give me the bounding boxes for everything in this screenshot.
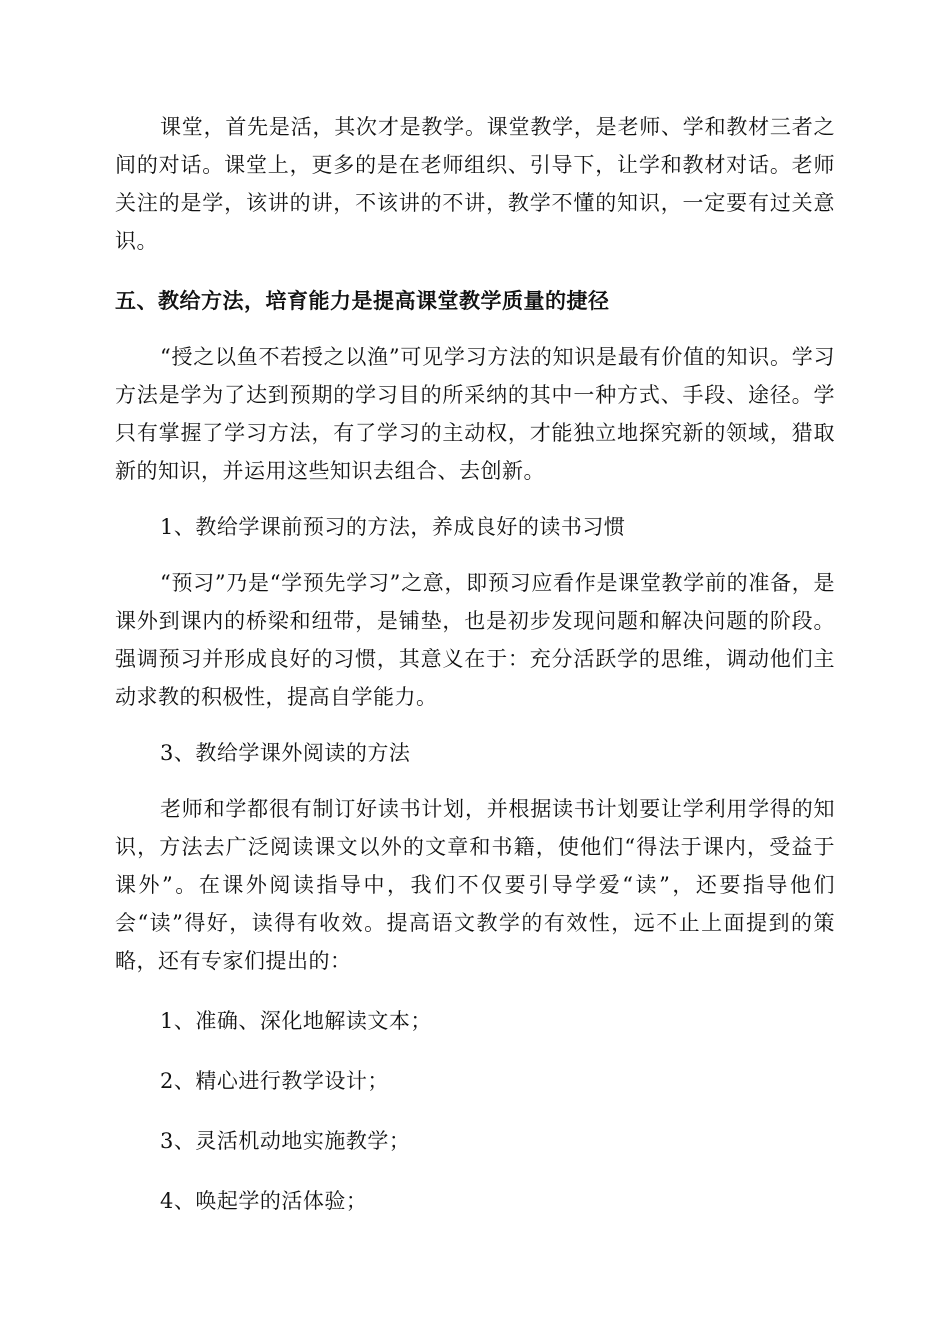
list-item: 4、唤起学的活体验；	[160, 1189, 368, 1213]
section-heading-five: 五、教给方法，培育能力是提高课堂教学质量的捷径	[115, 289, 610, 313]
subheading-extracurricular-reading: 3、教给学课外阅读的方法	[160, 741, 411, 765]
paragraph-learning-methods: “授之以鱼不若授之以渔”可见学习方法的知识是最有价值的知识。学习方法是学为了达到预期的学习目的所采纳的其中一种方式、手段、途径。学只有掌握了学习方法，有了学习的主动权，才能独立地探究新的领域，猎取新的知识，并运用这些知识去组合、去创新。	[115, 345, 835, 483]
paragraph-classroom-dialogue: 课堂，首先是活，其次才是教学。课堂教学，是老师、学和教材三者之间的对话。课堂上，更多的是在老师组织、引导下，让学和教材对话。老师关注的是学，该讲的讲，不该讲的不讲，教学不懂的知识，一定要有过关意识。	[115, 115, 835, 253]
paragraph-preview: “预习”乃是“学预先学习”之意，即预习应看作是课堂教学前的准备，是课外到课内的桥梁和纽带，是铺垫，也是初步发现问题和解决问题的阶段。强调预习并形成良好的习惯，其意义在于：充分活跃学的思维，调动他们主动求教的积极性，提高自学能力。	[115, 571, 835, 709]
list-item: 1、准确、深化地解读文本；	[160, 1009, 432, 1033]
subheading-preview-methods: 1、教给学课前预习的方法，养成良好的读书习惯	[160, 515, 626, 539]
document-page	[115, 108, 835, 1220]
list-item: 3、灵活机动地实施教学；	[160, 1129, 411, 1153]
list-item: 2、精心进行教学设计；	[160, 1069, 389, 1093]
paragraph-reading-plan: 老师和学都很有制订好读书计划，并根据读书计划要让学利用学得的知识，方法去广泛阅读课文以外的文章和书籍，使他们“得法于课内，受益于课外”。在课外阅读指导中，我们不仅要引导学爱“读”，还要指导他们会“读”得好，读得有收效。提高语文教学的有效性，远不止上面提到的策略，还有专家们提出的：	[115, 797, 835, 973]
